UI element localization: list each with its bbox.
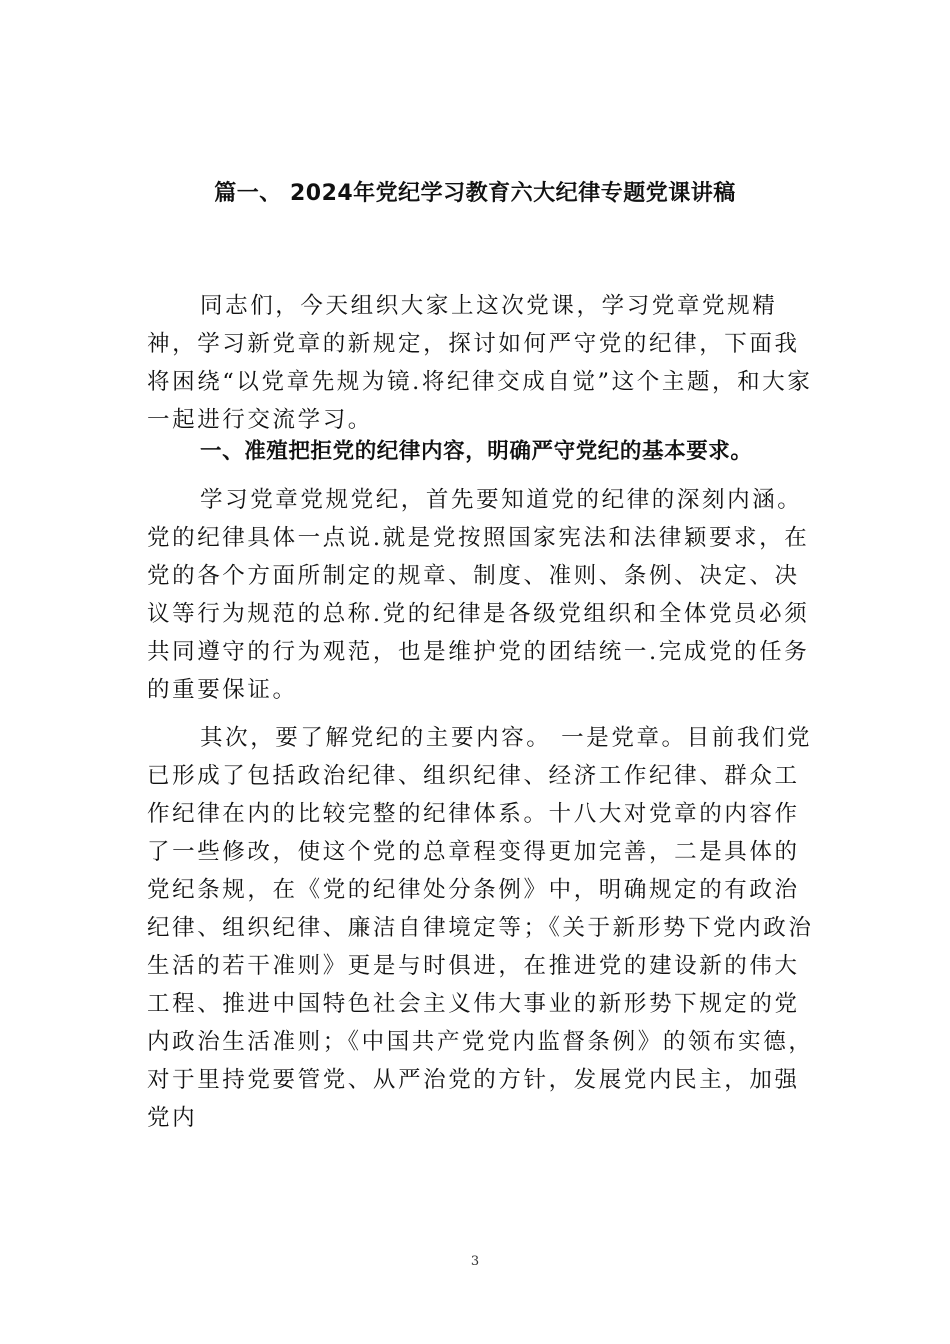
paragraph-1-block (147, 481, 817, 709)
paragraph-2-block (147, 719, 817, 1137)
intro-block (147, 287, 817, 439)
paragraph-1: 学习党章党规党纪，首先要知道党的纪律的深刻内涵。党的纪律具体一点说.就是党按照国家宪法和法律颖要求，在党的各个方面所制定的规章、制度、准则、条例、决定、决议等行为规范的总称.党的纪律是各级党组织和全体党员必须共同遵守的行为观范，也是维护党的团结统一.完成党的任务的重要保证。 (147, 487, 810, 703)
intro-paragraph: 同志们，今天组织大家上这次党课，学习党章党规精神，学习新党章的新规定，探讨如何严守党的纪律，下面我将困绕“以党章先规为镜.将纪律交成自觉”这个主题，和大家一起进行交流学习。 (147, 293, 813, 433)
section-heading: 一、准殖把拒党的纪律内容，明确严守党纪的基本要求。 (200, 439, 753, 464)
page-number: 3 (470, 1254, 480, 1269)
paragraph-2: 其次，要了解党纪的主要内容。 一是党章。目前我们党已形成了包括政治纪律、组织纪律、经济工作纪律、群众工作纪律在内的比较完整的纪律体系。十八大对党章的内容作了一些修改，使这个党的总章程变得更加完善，二是具体的党纪条规，在《党的纪律处分条例》中，明确规定的有政治纪律、组织纪律、廉洁自律境定等；《关于新形势下党内政治生活的若干准则》更是与时俱进，在推进党的建设新的伟大工程、推进中国特色社会主义伟大事业的新形势下规定的党内政治生活准则；《中国共产党党内监督条例》的领布实德，对于里持党要管党、从严治党的方针，发展党内民主，加强党内 (147, 725, 814, 1131)
document-title: 篇一、 2024年党纪学习教育六大纪律专题党课讲稿 (214, 181, 736, 206)
